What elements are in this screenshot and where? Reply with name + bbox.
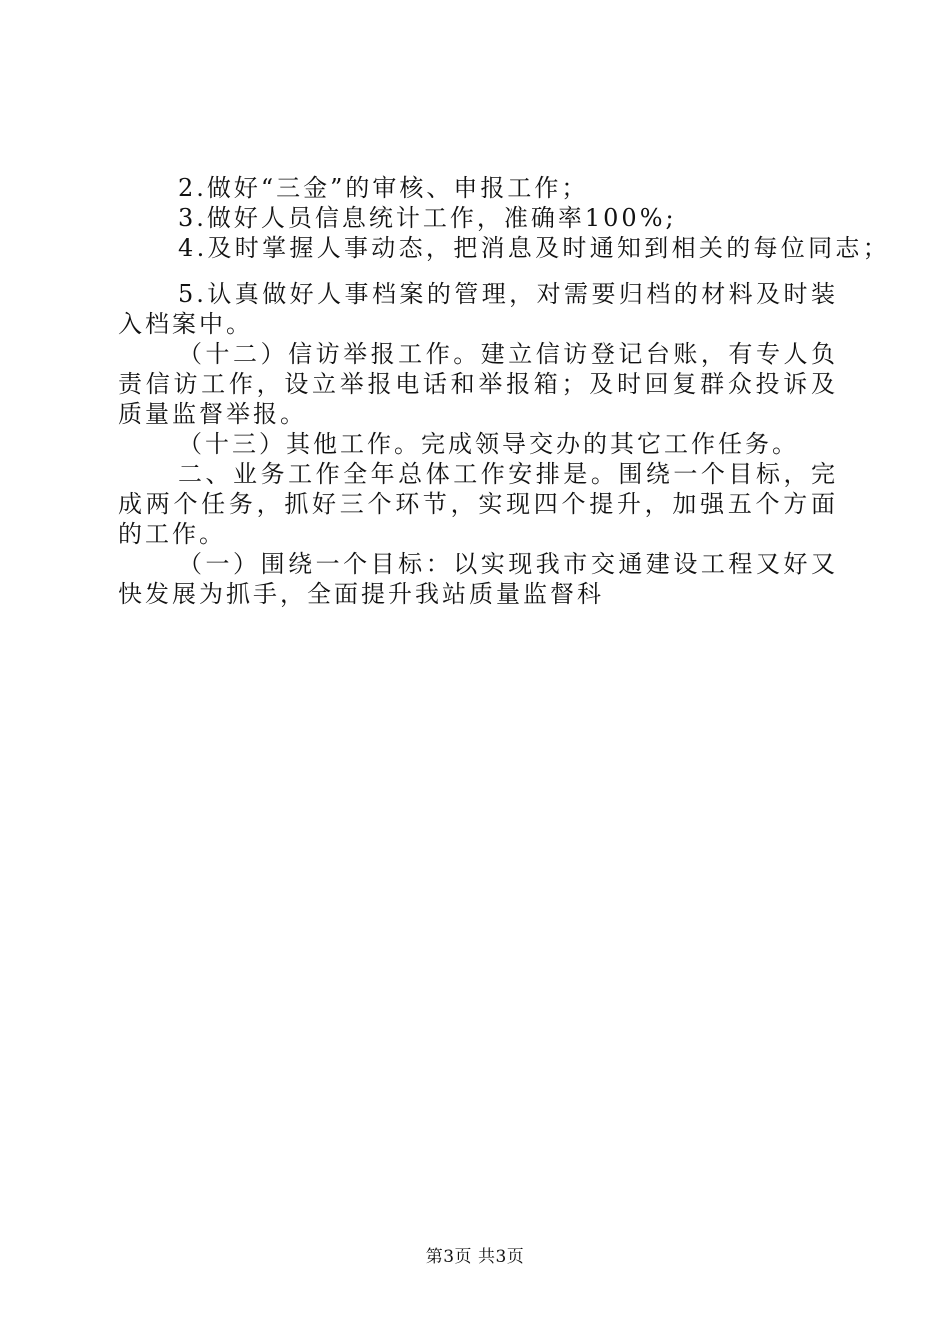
list-item-4: 4.及时掌握人事动态，把消息及时通知到相关的每位同志； (178, 234, 890, 262)
list-item-3: 3.做好人员信息统计工作，准确率100%; (178, 204, 677, 232)
page-footer: 第3页 共3页 (425, 1247, 525, 1267)
section-13-paragraph: （十三）其他工作。完成领导交办的其它工作任务。 (178, 430, 799, 458)
list-item-2: 2.做好“三金”的审核、申报工作； (178, 174, 589, 202)
list-item-5: 5.认真做好人事档案的管理，对需要归档的材料及时装入档案中。 (118, 280, 838, 338)
section-two-paragraph: 二、业务工作全年总体工作安排是。围绕一个目标，完成两个任务，抓好三个环节，实现四个提升，加强五个方面的工作。 (118, 460, 838, 548)
paragraph-spacer (118, 263, 838, 279)
document-body (118, 173, 890, 609)
subsection-one-paragraph: （一）围绕一个目标：以实现我市交通建设工程又好又快发展为抓手，全面提升我站质量监督科 (118, 550, 838, 608)
section-12-paragraph: （十二）信访举报工作。建立信访登记台账，有专人负责信访工作，设立举报电话和举报箱；及时回复群众投诉及质量监督举报。 (118, 340, 838, 428)
